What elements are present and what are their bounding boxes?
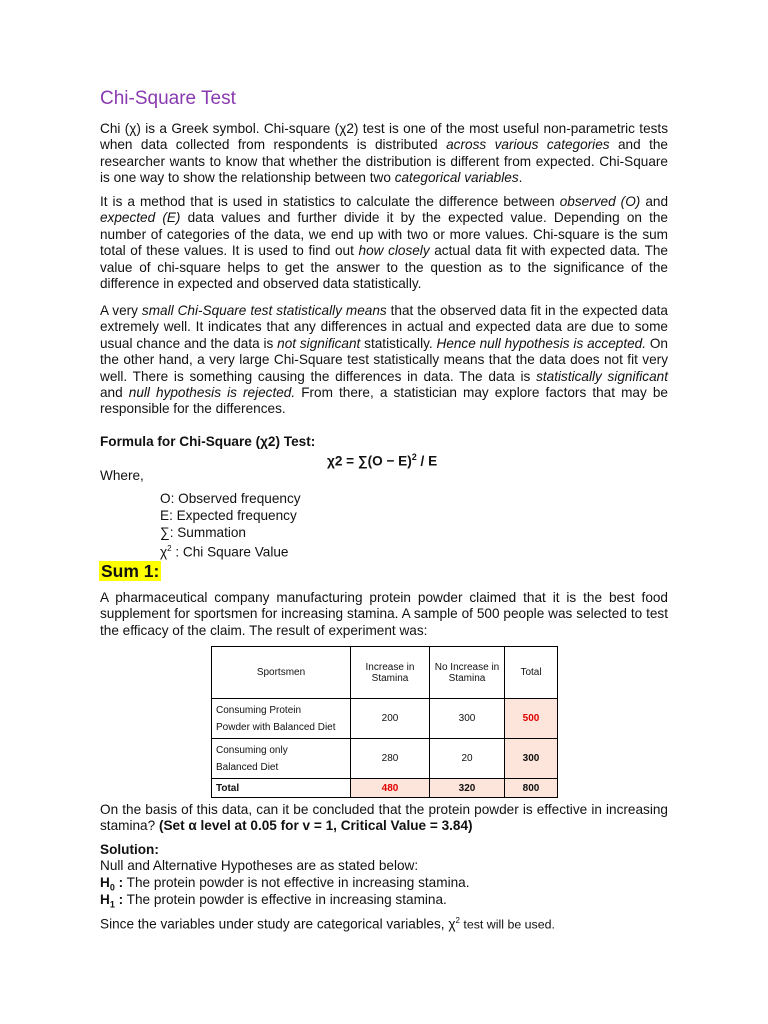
formula-legend [160, 491, 301, 562]
chi-square-formula [327, 452, 437, 469]
text-run: Chi (χ) is a Greek symbol. Chi-square (χ2) test is one of the most useful non-parametric tests when data collected from respondents is distributed [100, 121, 668, 153]
where-label: Where, [100, 468, 144, 483]
cell-total: 480 [351, 779, 430, 798]
text-run: From there, a statistician may explore factors that may be responsible for the differences. [100, 385, 668, 417]
italic-run: null hypothesis is rejected. [128, 385, 296, 401]
cell-value: 200 [351, 699, 430, 739]
row-label-line: Balanced Diet [216, 761, 279, 773]
row-label-line: Consuming Protein [216, 704, 302, 716]
table-header-row [212, 647, 558, 699]
null-hypothesis [100, 875, 470, 893]
formula-exponent: 2 [411, 452, 417, 462]
row-label-line: Powder with Balanced Diet [216, 721, 336, 733]
chi-symbol: χ [160, 544, 168, 560]
h1-text: The protein powder is effective in increasing stamina. [123, 892, 447, 907]
text-run: On the basis of this data, can it be concluded that the protein powder is effective in increasing stamina? [100, 802, 668, 834]
italic-run: expected (E) [100, 210, 181, 226]
question-paragraph [100, 802, 668, 835]
chi-symbol: χ [448, 916, 456, 932]
header-total: Total [505, 647, 558, 699]
chi-exponent: 2 [167, 544, 172, 554]
solution-heading: Solution: [100, 842, 159, 857]
h0-text: The protein powder is not effective in increasing stamina. [123, 875, 470, 890]
italic-run: Hence null hypothesis is accepted. [436, 335, 647, 351]
legend-text: : Chi Square Value [171, 544, 289, 560]
text-run: and [640, 194, 668, 209]
table-row [212, 739, 558, 779]
italic-run: categorical variables [394, 170, 519, 186]
h1-colon: : [114, 892, 124, 907]
h1-subscript: 1 [109, 899, 115, 910]
cell-value: 280 [351, 739, 430, 779]
legend-observed: O: Observed frequency [160, 491, 301, 506]
hypotheses-intro: Null and Alternative Hypotheses are as stated below: [100, 858, 419, 873]
cell-value: 300 [430, 699, 505, 739]
formula-lhs: χ2 = ∑(O − E) [327, 453, 412, 469]
italic-run: not significant [277, 335, 361, 351]
page-title: Chi-Square Test [100, 88, 236, 109]
row-label [212, 699, 351, 739]
italic-run: small Chi-Square test statistically means [141, 303, 387, 318]
table-row [212, 699, 558, 739]
row-label [212, 739, 351, 779]
test-choice-line [100, 916, 555, 932]
h0-subscript: 0 [109, 882, 115, 893]
text-run: On the other hand, a very large Chi-Square test statistically means that the data does not fit very well. There is something causing the differences in data. The data is [100, 335, 668, 384]
header-sportsmen: Sportsmen [212, 647, 351, 699]
data-table [211, 646, 558, 798]
text-run: test will be used. [459, 917, 555, 932]
bold-run: (Set α level at 0.05 for v = 1, Critical Value = 3.84) [158, 818, 473, 834]
sum-heading: Sum 1: [101, 561, 160, 581]
text-run: and [100, 385, 129, 401]
formula-heading: Formula for Chi-Square (χ2) Test: [100, 434, 316, 449]
interpretation-paragraph [100, 303, 668, 418]
intro-paragraph [100, 121, 668, 187]
alternative-hypothesis [100, 892, 447, 910]
text-run: It is a method that is used in statistics to calculate the difference between [100, 194, 560, 209]
chi-exponent: 2 [455, 916, 460, 925]
row-label-line: Consuming only [216, 744, 288, 756]
cell-total: 300 [505, 739, 558, 779]
italic-run: across various categories [446, 137, 610, 153]
italic-run: statistically significant [536, 368, 668, 384]
text-run: that the observed data fit in the expected data extremely well. It indicates that any differences in actual and expected data are due to some usual chance and the data is [100, 303, 668, 351]
italic-run: observed (O) [559, 194, 641, 209]
table-total-row [212, 779, 558, 798]
problem-paragraph: A pharmaceutical company manufacturing protein powder claimed that it is the best food supplement for sportsmen for increasing stamina. A sample of 500 people was selected to test the efficacy of the claim. The result of experiment was: [100, 590, 668, 638]
text-run: data values and further divide it by the expected value. Depending on the number of categories of the data, we end up with two or more values. Chi-square is the sum total of these values. It is used to find out [100, 210, 668, 259]
cell-total: 500 [505, 699, 558, 739]
text-run: A very [100, 303, 142, 318]
h1-label: H [100, 892, 110, 907]
text-run: . [518, 170, 523, 186]
legend-chi-square [160, 541, 301, 561]
text-run: Since the variables under study are categorical variables, [100, 916, 449, 932]
h0-label: H [100, 875, 110, 890]
cell-grand-total: 800 [505, 779, 558, 798]
text-run: actual data fit with expected data. The value of chi-square helps to get the answer to the question as to the significance of the difference in expected and observed data statistically. [100, 243, 668, 292]
text-run: and the researcher wants to know that whether the distribution is different from expected. Chi-Square is one way to show the relationship between two [100, 137, 668, 186]
cell-total: 320 [430, 779, 505, 798]
italic-run: how closely [358, 243, 430, 259]
header-increase: Increase in Stamina [351, 647, 430, 699]
row-label: Total [212, 779, 351, 798]
header-no-increase: No Increase in Stamina [430, 647, 505, 699]
formula-rhs: / E [416, 453, 438, 469]
method-paragraph [100, 194, 668, 292]
cell-value: 20 [430, 739, 505, 779]
legend-summation: ∑: Summation [160, 524, 246, 540]
legend-expected: E: Expected frequency [160, 507, 297, 523]
text-run: statistically. [360, 335, 437, 351]
h0-colon: : [114, 875, 124, 890]
